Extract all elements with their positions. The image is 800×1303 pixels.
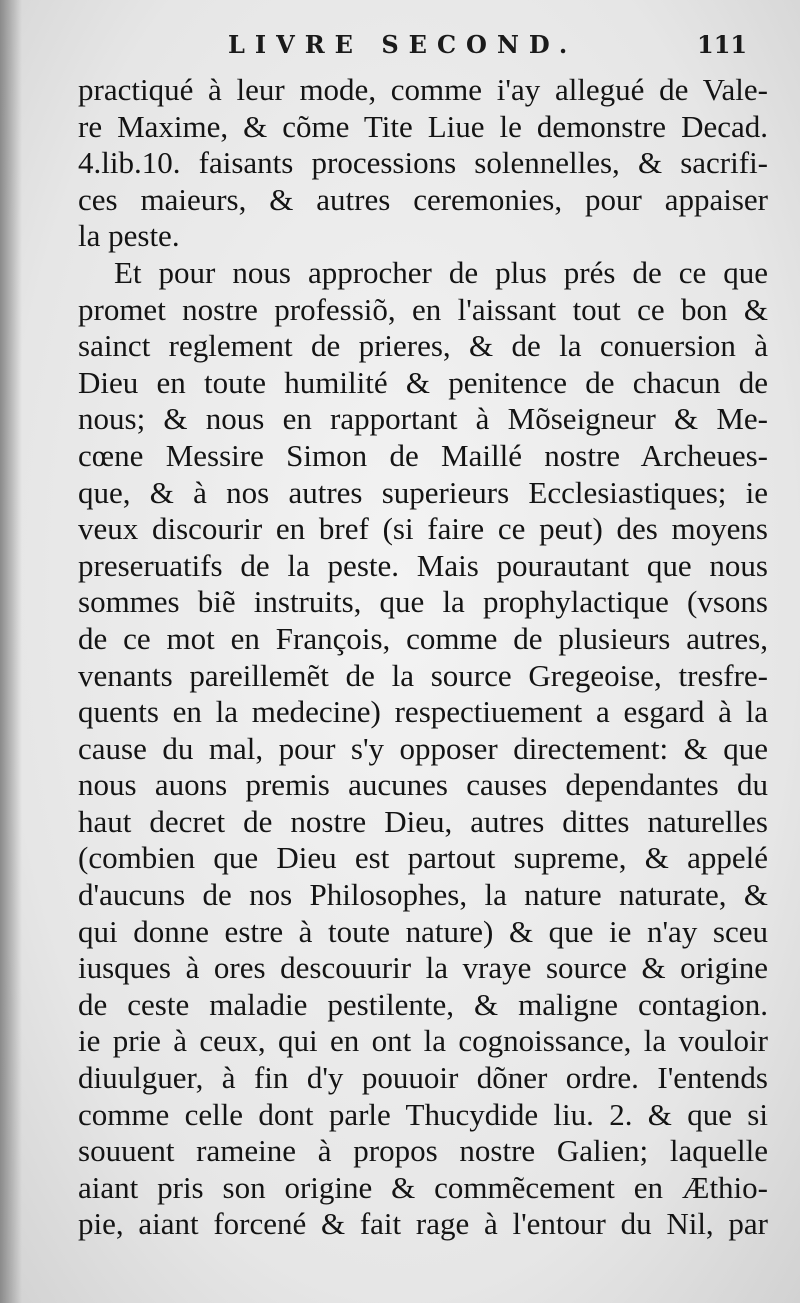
text-line: Et pour nous approcher de plus prés de ce que <box>114 254 768 290</box>
running-head: LIVRE SECOND. <box>228 30 578 59</box>
text-line: pie, aiant forcené & fait rage à l'entour du Nil, par <box>78 1206 768 1242</box>
text-line: comme celle dont parle Thucydide liu. 2. & que si <box>78 1096 768 1132</box>
text-line: nous auons premis aucunes causes dependantes du <box>78 767 768 803</box>
text-line: iusques à ores descouurir la vraye source & origine <box>78 950 768 986</box>
page-number: 111 <box>697 30 748 59</box>
page-header <box>0 30 800 66</box>
text-line: cause du mal, pour s'y opposer directement: & que <box>78 730 768 766</box>
text-line: ces maieurs, & autres ceremonies, pour appaiser <box>78 181 768 217</box>
text-line: d'aucuns de nos Philosophes, la nature naturate, & <box>78 877 768 913</box>
text-line: haut decret de nostre Dieu, autres dittes naturelles <box>78 803 768 839</box>
text-line: que, & à nos autres superieurs Ecclesiastiques; ie <box>78 474 768 510</box>
body-text <box>78 72 768 1243</box>
text-line: sommes biẽ instruits, que la prophylactique (vsons <box>78 584 768 620</box>
page-gutter-shadow <box>0 0 22 1303</box>
text-line: ie prie à ceux, qui en ont la cognoissance, la vouloir <box>78 1023 768 1059</box>
text-line: veux discourir en bref (si faire ce peut) des moyens <box>78 511 768 547</box>
text-line: practiqué à leur mode, comme i'ay allegué de Vale- <box>78 72 768 107</box>
text-line: promet nostre professiõ, en l'aissant tout ce bon & <box>78 291 768 327</box>
text-line: re Maxime, & cõme Tite Liue le demonstre Decad. <box>78 108 768 144</box>
text-line: diuulguer, à fin d'y pouuoir dõner ordre. I'entends <box>78 1060 768 1096</box>
text-line: de ce mot en François, comme de plusieurs autres, <box>78 620 768 656</box>
text-line: de ceste maladie pestilente, & maligne contagion. <box>78 986 768 1022</box>
text-line: Dieu en toute humilité & penitence de chacun de <box>78 364 768 400</box>
text-line: nous; & nous en rapportant à Mõseigneur & Me- <box>78 401 768 437</box>
text-line: qui donne estre à toute nature) & que ie n'ay sceu <box>78 913 768 949</box>
text-line: souuent rameine à propos nostre Galien; laquelle <box>78 1133 768 1169</box>
text-line: preseruatifs de la peste. Mais pourautant que nous <box>78 547 768 583</box>
text-line: quents en la medecine) respectiuement a esgard à la <box>78 694 768 730</box>
text-line: 4.lib.10. faisants processions solennelles, & sacrifi- <box>78 145 768 181</box>
text-line: cœne Messire Simon de Maillé nostre Archeues- <box>78 437 768 473</box>
text-line: sainct reglement de prieres, & de la conuersion à <box>78 328 768 364</box>
text-line: (combien que Dieu est partout supreme, & appelé <box>78 840 768 876</box>
text-line: venants pareillemẽt de la source Gregeoise, tresfre- <box>78 657 768 693</box>
text-line: la peste. <box>78 218 180 254</box>
text-line: aiant pris son origine & commẽcement en Æthio- <box>78 1169 768 1205</box>
